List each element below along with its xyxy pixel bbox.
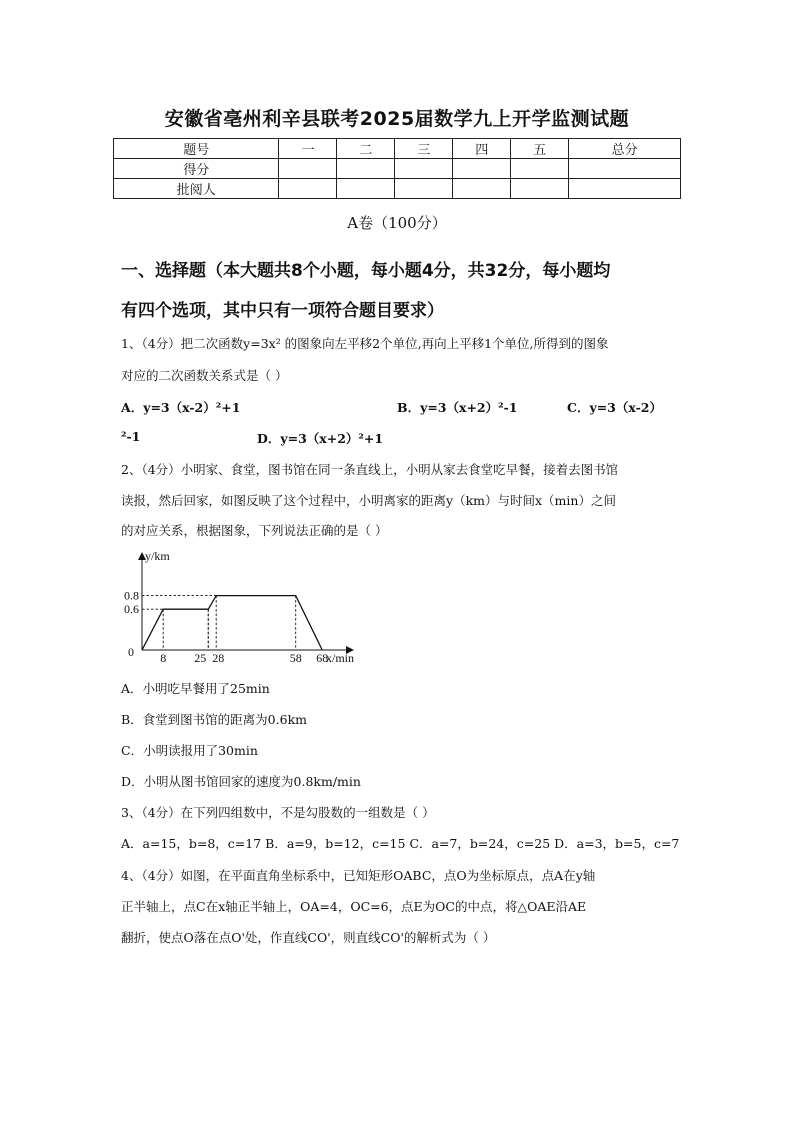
- section-heading-line-1: 一、选择题（本大题共8个小题，每小题4分，共32分，每小题均: [121, 261, 611, 281]
- table-cell: [395, 179, 453, 199]
- table-cell: 得分: [114, 159, 279, 179]
- table-cell: [279, 179, 337, 199]
- table-cell: [337, 179, 395, 199]
- origin-label: 0: [128, 645, 134, 659]
- table-cell: [511, 179, 569, 199]
- q1-stem-line-2: 对应的二次函数关系式是（ ）: [121, 368, 288, 383]
- q2-option-d: D．小明从图书馆回家的速度为0.8km/min: [121, 774, 361, 789]
- table-cell: 二: [337, 139, 395, 159]
- table-row: [114, 179, 681, 199]
- x-axis-label: x/min: [326, 651, 355, 665]
- table-cell: [453, 159, 511, 179]
- table-cell: [511, 159, 569, 179]
- q1-option-a: A．y=3（x-2）²+1: [121, 400, 241, 415]
- x-tick-label: 68: [316, 651, 329, 665]
- y-axis-label: y/km: [145, 549, 170, 563]
- y-tick-label: 0.6: [124, 602, 139, 617]
- q1-option-c: C．y=3（x-2）: [567, 400, 663, 415]
- q1-stem-line-1: 1、（4分）把二次函数y=3x² 的图象向左平移2个单位,再向上平移1个单位,所得到的图象: [121, 336, 609, 351]
- q4-stem-line-1: 4、（4分）如图，在平面直角坐标系中，已知矩形OABC，点O为坐标原点，点A在y轴: [121, 868, 596, 883]
- q3-stem: 3、（4分）在下列四组数中，不是勾股数的一组数是（ ）: [121, 805, 435, 820]
- table-cell: [569, 159, 681, 179]
- table-cell: 题号: [114, 139, 279, 159]
- score-table: [113, 138, 681, 199]
- q1-option-c-continued: ²-1: [121, 429, 141, 444]
- table-cell: 批阅人: [114, 179, 279, 199]
- section-heading-line-2: 有四个选项，其中只有一项符合题目要求）: [121, 301, 444, 321]
- table-cell: [569, 179, 681, 199]
- x-tick-label: 58: [289, 651, 302, 665]
- q2-stem-line-3: 的对应关系，根据图象，下列说法正确的是（ ）: [121, 523, 388, 538]
- q2-stem-line-2: 读报，然后回家，如图反映了这个过程中，小明离家的距离y（km）与时间x（min）之间: [121, 493, 616, 508]
- series-line: [142, 596, 322, 650]
- q4-stem-line-2: 正半轴上，点C在x轴正半轴上，OA=4，OC=6，点E为OC的中点，将△OAE沿AE: [121, 899, 587, 914]
- x-tick-label: 28: [212, 651, 225, 665]
- q3-options: A．a=15，b=8，c=17 B．a=9，b=12，c=15 C．a=7，b=24，c=25 D．a=3，b=5，c=7: [121, 836, 680, 851]
- x-tick-label: 8: [160, 651, 167, 665]
- table-cell: [337, 159, 395, 179]
- table-cell: 三: [395, 139, 453, 159]
- table-cell: 一: [279, 139, 337, 159]
- y-tick-label: 0.8: [124, 588, 139, 603]
- section-a-heading: A卷（100分）: [347, 214, 447, 232]
- q1-option-d: D．y=3（x+2）²+1: [257, 431, 384, 446]
- table-header-row: [114, 139, 681, 159]
- q2-option-a: A．小明吃早餐用了25min: [121, 681, 270, 696]
- q2-stem-line-1: 2、（4分）小明家、食堂，图书馆在同一条直线上，小明从家去食堂吃早餐，接着去图书馆: [121, 462, 619, 477]
- page-title: 安徽省亳州利辛县联考2025届数学九上开学监测试题: [164, 108, 630, 130]
- q1-option-b: B．y=3（x+2）²-1: [397, 400, 518, 415]
- q4-stem-line-3: 翻折，使点O落在点O'处，作直线CO'，则直线CO'的解析式为（ ）: [121, 930, 496, 945]
- table-cell: [279, 159, 337, 179]
- table-cell: 五: [511, 139, 569, 159]
- table-cell: 总分: [569, 139, 681, 159]
- q2-option-b: B．食堂到图书馆的距离为0.6km: [121, 712, 307, 727]
- table-cell: [453, 179, 511, 199]
- distance-time-graph: [118, 548, 378, 670]
- q2-option-c: C．小明读报用了30min: [121, 743, 258, 758]
- table-cell: [395, 159, 453, 179]
- table-cell: 四: [453, 139, 511, 159]
- x-tick-label: 25: [194, 651, 207, 665]
- table-row: [114, 159, 681, 179]
